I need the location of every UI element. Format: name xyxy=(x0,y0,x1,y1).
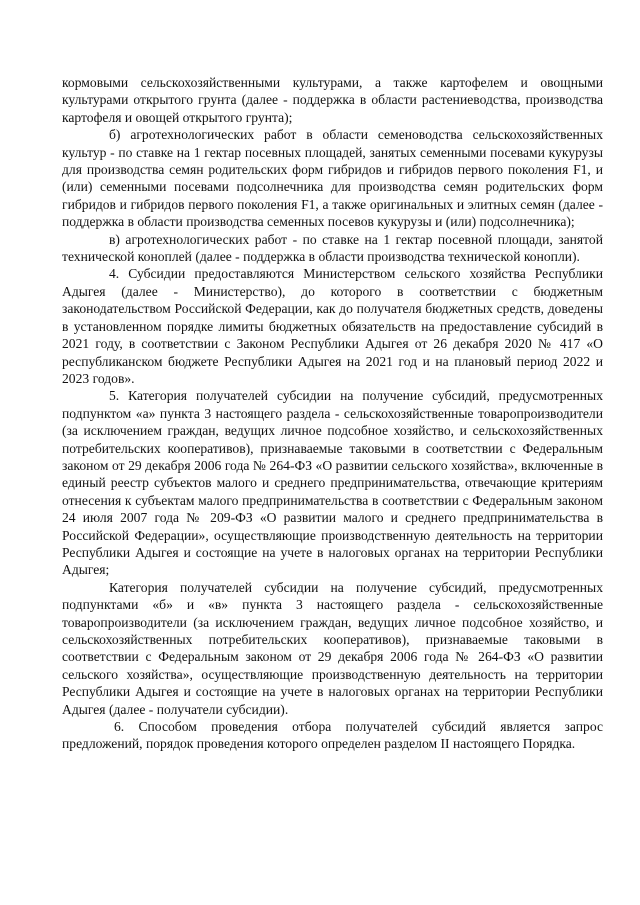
document-body xyxy=(62,74,603,753)
paragraph-subitem-v: в) агротехнологических работ - по ставке на 1 гектар посевной площади, занятой технической коноплей (далее - поддержка в области производства технической конопли). xyxy=(62,231,603,265)
paragraph-item-6: 6. Способом проведения отбора получателей субсидий является запрос предложений, порядок проведения которого определен разделом II настоящего Порядка. xyxy=(62,719,603,752)
paragraph-item-5: 5. Категория получателей субсидии на получение субсидий, предусмотренных подпунктом «а» пункта 3 настоящего раздела - сельскохозяйственные товаропроизводители (за исключением граждан, ведущих личное подсобное хозяйство, и сельскохозяйственных потребительских кооперативов), признаваемые таковыми в соответствии с Федеральным законом от 29 декабря 2006 года № 264-ФЗ «О развитии сельского хозяйства», включенные в единый реестр субъектов малого и среднего предпринимательства, отвечающие критериям отнесения к субъектам малого предпринимательства в соответствии с Федеральным законом 24 июля 2007 года № 209-ФЗ «О развитии малого и среднего предпринимательства в Российской Федерации», осуществляющие производственную деятельность на территории Республики Адыгея и состоящие на учете в налоговых органах на территории Республики Адыгея; xyxy=(62,388,603,578)
paragraph-item-5-category: Категория получателей субсидии на получение субсидий, предусмотренных подпунктами «б» и «в» пункта 3 настоящего раздела - сельскохозяйственные товаропроизводители (за исключением граждан, ведущих личное подсобное хозяйство, и сельскохозяйственных потребительских кооперативов), признаваемые таковыми в соответствии с Федеральным законом от 29 декабря 2006 года № 264-ФЗ «О развитии сельского хозяйства», осуществляющие производственную деятельность на территории Республики Адыгея и состоящие на учете в налоговых органах на территории Республики Адыгея (далее - получатели субсидии). xyxy=(62,579,603,717)
paragraph-continuation: кормовыми сельскохозяйственными культурами, а также картофелем и овощными культурами открытого грунта (далее - поддержка в области растениеводства, производства картофеля и овощей открытого грунта); xyxy=(62,75,603,125)
paragraph-item-4: 4. Субсидии предоставляются Министерством сельского хозяйства Республики Адыгея (далее - Министерство), до которого в соответствии с бюджетным законодательством Российской Федерации, как до получателя бюджетных средств, доведены в установленном порядке лимиты бюджетных обязательств на предоставление субсидий в 2021 году, в соответствии с Законом Республики Адыгея от 26 декабря 2020 № 417 «О республиканском бюджете Республики Адыгея на 2021 год и на плановый период 2022 и 2023 годов». xyxy=(62,266,603,386)
paragraph-subitem-b: б) агротехнологических работ в области семеноводства сельскохозяйственных культур - по ставке на 1 гектар посевных площадей, занятых семенными посевами кукурузы для производства семян родительских форм гибридов и гибридов первого поколения F1, и (или) семенными посевами подсолнечника для производства семян родительских форм гибридов и гибридов первого поколения F1, а также оригинальных и элитных семян (далее - поддержка в области производства семенных посевов кукурузы и (или) подсолнечника); xyxy=(62,127,603,230)
